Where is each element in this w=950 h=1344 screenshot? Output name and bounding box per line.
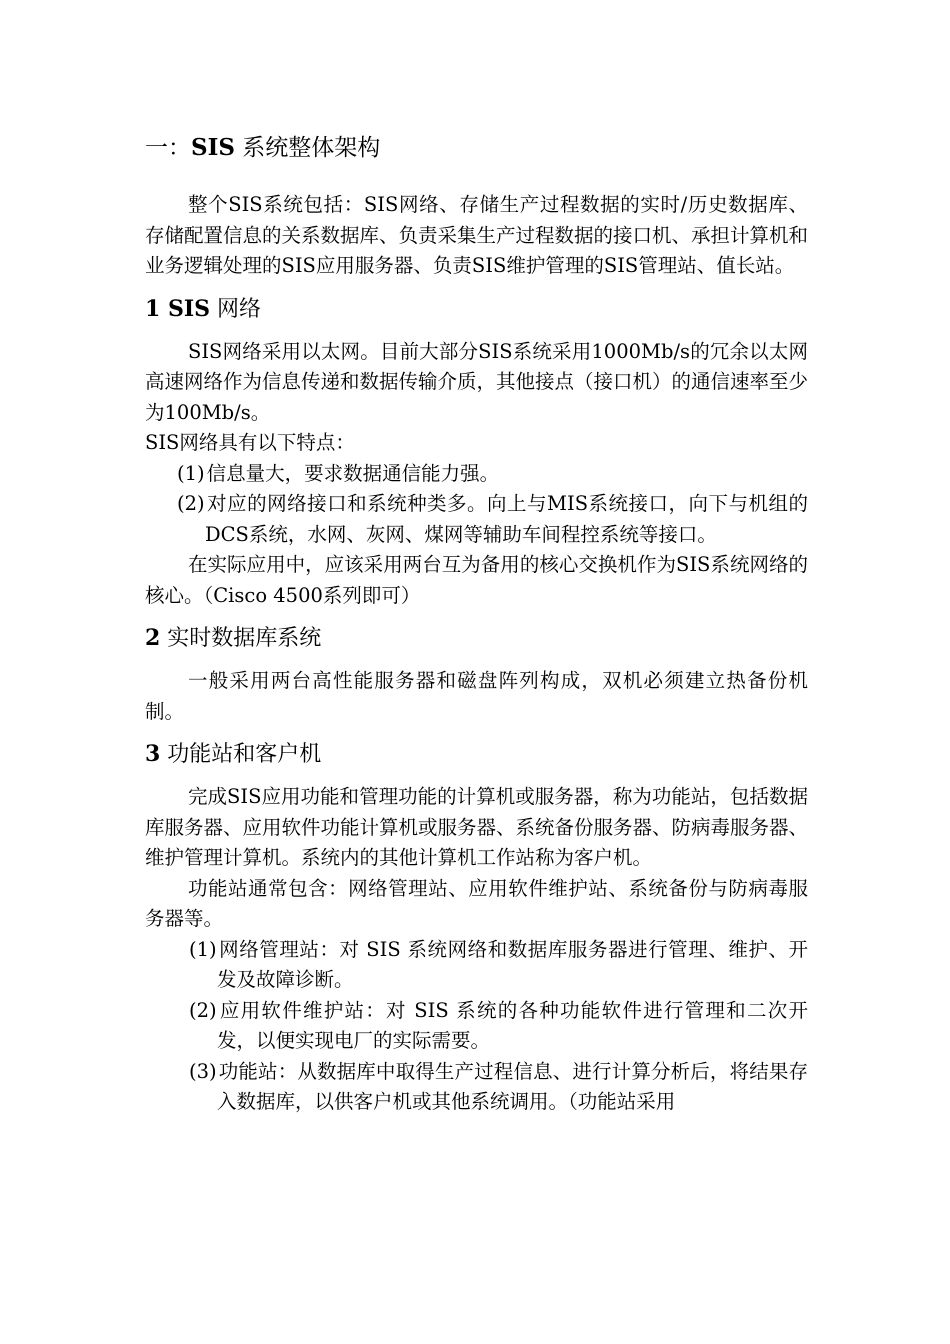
list-item [145,489,808,550]
list-item-number: (2) [189,998,217,1022]
list-item-number: (2) [177,492,205,515]
function-paragraph-2: 功能站通常包含：网络管理站、应用软件维护站、系统备份与防病毒服务器等。 [145,876,808,930]
network-feature-list [145,459,808,551]
realtime-db-paragraph: 一般采用两台高性能服务器和磁盘阵列构成，双机必须建立热备份机制。 [145,669,808,723]
intro-paragraph: 整个SIS系统包括：SIS网络、存储生产过程数据的实时/历史数据库、存储配置信息的关系数据库、负责采集生产过程数据的接口机、承担计算机和业务逻辑处理的SIS应用服务器、负责SIS维护管理的SIS管理站、值长站。 [145,193,809,277]
list-item-text: 应用软件维护站：对 SIS 系统的各种功能软件进行管理和二次开发，以便实现电厂的实际需要。 [217,998,808,1052]
network-paragraph-2: SIS网络具有以下特点： [145,431,355,454]
list-item-text: 功能站：从数据库中取得生产过程信息、进行计算分析后，将结果存入数据库，以供客户机或其他系统调用。（功能站采用 [217,1059,808,1113]
title-rest: 系统整体架构 [234,135,381,161]
title-bold: SIS [191,134,235,161]
list-item-number: (1) [189,937,217,961]
heading-sis-network [145,292,808,327]
list-item [145,935,808,996]
list-item-text: 对应的网络接口和系统种类多。向上与MIS系统接口，向下与机组的DCS系统，水网、灰网、煤网等辅助车间程控系统等接口。 [205,492,808,546]
network-paragraph-3: 在实际应用中，应该采用两台互为备用的核心交换机作为SIS系统网络的核心。（Cisco 4500系列即可） [145,553,808,607]
function-station-list [145,935,808,1118]
heading-text: 网络 [210,296,262,322]
list-item-number: (3) [189,1059,217,1083]
network-paragraph-1: SIS网络采用以太网。目前大部分SIS系统采用1000Mb/s的冗余以太网高速网络作为信息传递和数据传输介质，其他接点（接口机）的通信速率至少为100Mb/s。 [145,339,809,424]
list-item-text: 信息量大，要求数据通信能力强。 [206,461,500,485]
function-paragraph-1: 完成SIS应用功能和管理功能的计算机或服务器，称为功能站，包括数据库服务器、应用软件功能计算机或服务器、系统备份服务器、防病毒服务器、维护管理计算机。系统内的其他计算机工作站称为客户机。 [145,785,809,869]
heading-number: 1 SIS [145,295,211,322]
list-item [145,1057,808,1118]
heading-function-stations [145,737,808,772]
heading-number: 3 [145,741,161,767]
heading-realtime-db [145,621,808,656]
list-item-text: 网络管理站：对 SIS 系统网络和数据库服务器进行管理、维护、开发及故障诊断。 [217,937,808,991]
heading-text: 功能站和客户机 [160,742,322,767]
document-body [145,130,808,1118]
list-item [145,996,808,1057]
section-title [145,130,808,166]
heading-number: 2 [145,625,161,651]
title-prefix: 一： [145,135,191,161]
heading-text: 实时数据库系统 [160,626,322,651]
list-item [145,459,808,490]
list-item-number: (1) [177,461,205,485]
